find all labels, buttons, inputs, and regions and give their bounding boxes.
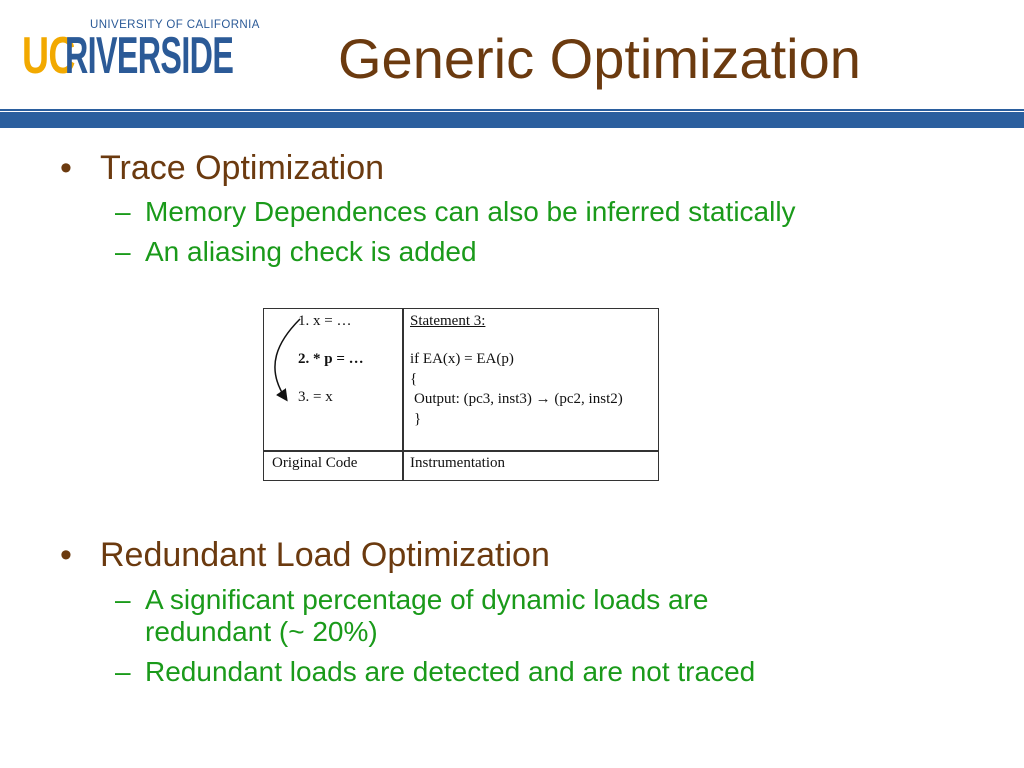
code-line-1: 1. x = …: [298, 313, 352, 329]
sub-bullet-dash: –: [115, 236, 131, 267]
dependence-arrow-icon: [264, 309, 402, 450]
logo-uc-text: UC: [22, 27, 75, 85]
sub-bullet-label: A significant percentage of dynamic loads are: [145, 584, 709, 615]
logo-university-text: UNIVERSITY OF CALIFORNIA: [90, 19, 260, 31]
header-rule: [0, 109, 1024, 111]
instr-line-close-brace: }: [414, 411, 422, 427]
statement-heading: Statement 3:: [410, 313, 486, 329]
sub-bullet-label: An aliasing check is added: [145, 236, 477, 267]
code-line-3: 3. = x: [298, 389, 333, 405]
bullet-label: Trace Optimization: [100, 149, 385, 187]
caption-instrumentation: Instrumentation: [410, 455, 505, 471]
bullet-label: Redundant Load Optimization: [100, 536, 550, 574]
instrumentation-figure: [263, 308, 659, 481]
instr-line-open-brace: {: [410, 371, 418, 387]
ucr-logo: [22, 18, 260, 86]
code-line-2: 2. * p = …: [298, 351, 364, 367]
sub-bullet-label: Memory Dependences can also be inferred statically: [145, 196, 796, 227]
figure-column-divider: [402, 309, 404, 480]
caption-original-code: Original Code: [272, 455, 358, 471]
bullet-dot: •: [60, 149, 72, 187]
sub-bullet-dash: –: [115, 584, 131, 615]
header-band: [0, 112, 1024, 128]
slide-title: Generic Optimization: [338, 27, 861, 90]
figure-row-divider: [264, 450, 658, 452]
sub-bullet-label: Redundant loads are detected and are not traced: [145, 656, 756, 687]
instr-line-if: if EA(x) = EA(p): [410, 351, 514, 367]
sub-bullet-dash: –: [115, 656, 131, 687]
logo-campus-text: RIVERSIDE: [65, 27, 234, 85]
bullet-dot: •: [60, 536, 72, 574]
instr-line-output: Output: (pc3, inst3) → (pc2, inst2): [414, 391, 623, 407]
sub-bullet-label-cont: redundant (~ 20%): [145, 616, 378, 647]
sub-bullet-dash: –: [115, 196, 131, 227]
